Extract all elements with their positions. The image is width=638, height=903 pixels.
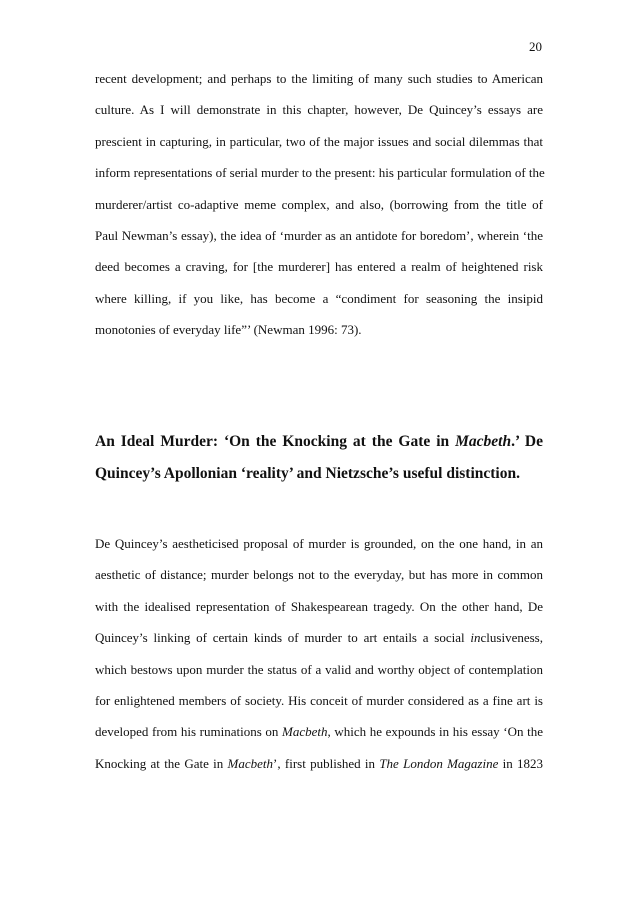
heading-text: .’ De	[511, 433, 543, 450]
paragraph-line: recent development; and perhaps to the limiting of many such studies to American	[95, 71, 543, 86]
paragraph-line: deed becomes a craving, for [the murderer] has entered a realm of heightened risk	[95, 259, 543, 275]
italic-run: Macbeth	[227, 755, 274, 771]
text-run: Knocking at the Gate in	[95, 755, 228, 771]
body-paragraph-1	[95, 63, 543, 346]
heading-text: An Ideal Murder: ‘On the Knocking at the Gate in	[95, 433, 456, 450]
italic-run: The London Magazine	[379, 755, 499, 771]
paragraph-line: aesthetic of distance; murder belongs not to the everyday, but has more in common	[95, 567, 543, 583]
italic-run: in	[470, 630, 481, 646]
page-number: 20	[529, 39, 542, 54]
text-run: in 1823	[498, 755, 544, 771]
paragraph-line: which bestows upon murder the status of a valid and worthy object of contemplation	[95, 661, 543, 677]
italic-run: Macbeth	[282, 724, 328, 740]
paragraph-line: De Quincey’s aestheticised proposal of murder is grounded, on the one hand, in an	[95, 536, 543, 551]
section-heading	[95, 426, 543, 490]
paragraph-line: where killing, if you like, has become a “condiment for seasoning the insipid	[95, 290, 543, 306]
text-run: developed from his ruminations on	[95, 724, 282, 740]
paragraph-line: with the idealised representation of Shakespearean tragedy. On the other hand, De	[95, 598, 543, 614]
text-run: , which he expounds in his essay ‘On the	[327, 724, 543, 740]
paragraph-line: culture. As I will demonstrate in this chapter, however, De Quincey’s essays are	[95, 102, 543, 118]
heading-line-1	[95, 426, 543, 458]
paragraph-line: Paul Newman’s essay), the idea of ‘murder as an antidote for boredom’, wherein ‘the	[95, 228, 543, 244]
paragraph-line	[95, 748, 543, 779]
body-paragraph-2	[95, 528, 543, 779]
paragraph-line: prescient in capturing, in particular, two of the major issues and social dilemmas that	[95, 133, 543, 149]
heading-italic-title: Macbeth	[455, 433, 512, 450]
text-run: clusiveness,	[480, 630, 543, 646]
paragraph-line: monotonies of everyday life”’ (Newman 1996: 73).	[95, 322, 362, 338]
text-run: Quincey’s linking of certain kinds of murder to art entails a social	[95, 630, 471, 646]
paragraph-line	[95, 622, 543, 653]
paragraph-line	[95, 716, 543, 747]
paragraph-line: for enlightened members of society. His conceit of murder considered as a fine art is	[95, 693, 543, 709]
paragraph-line: murderer/artist co-adaptive meme complex, and also, (borrowing from the title of	[95, 196, 543, 212]
text-run: ’, first published in	[273, 755, 380, 771]
heading-line-2: Quincey’s Apollonian ‘reality’ and Nietzsche’s useful distinction.	[95, 465, 520, 482]
paragraph-line: inform representations of serial murder to the present: his particular formulation of the	[95, 165, 545, 181]
